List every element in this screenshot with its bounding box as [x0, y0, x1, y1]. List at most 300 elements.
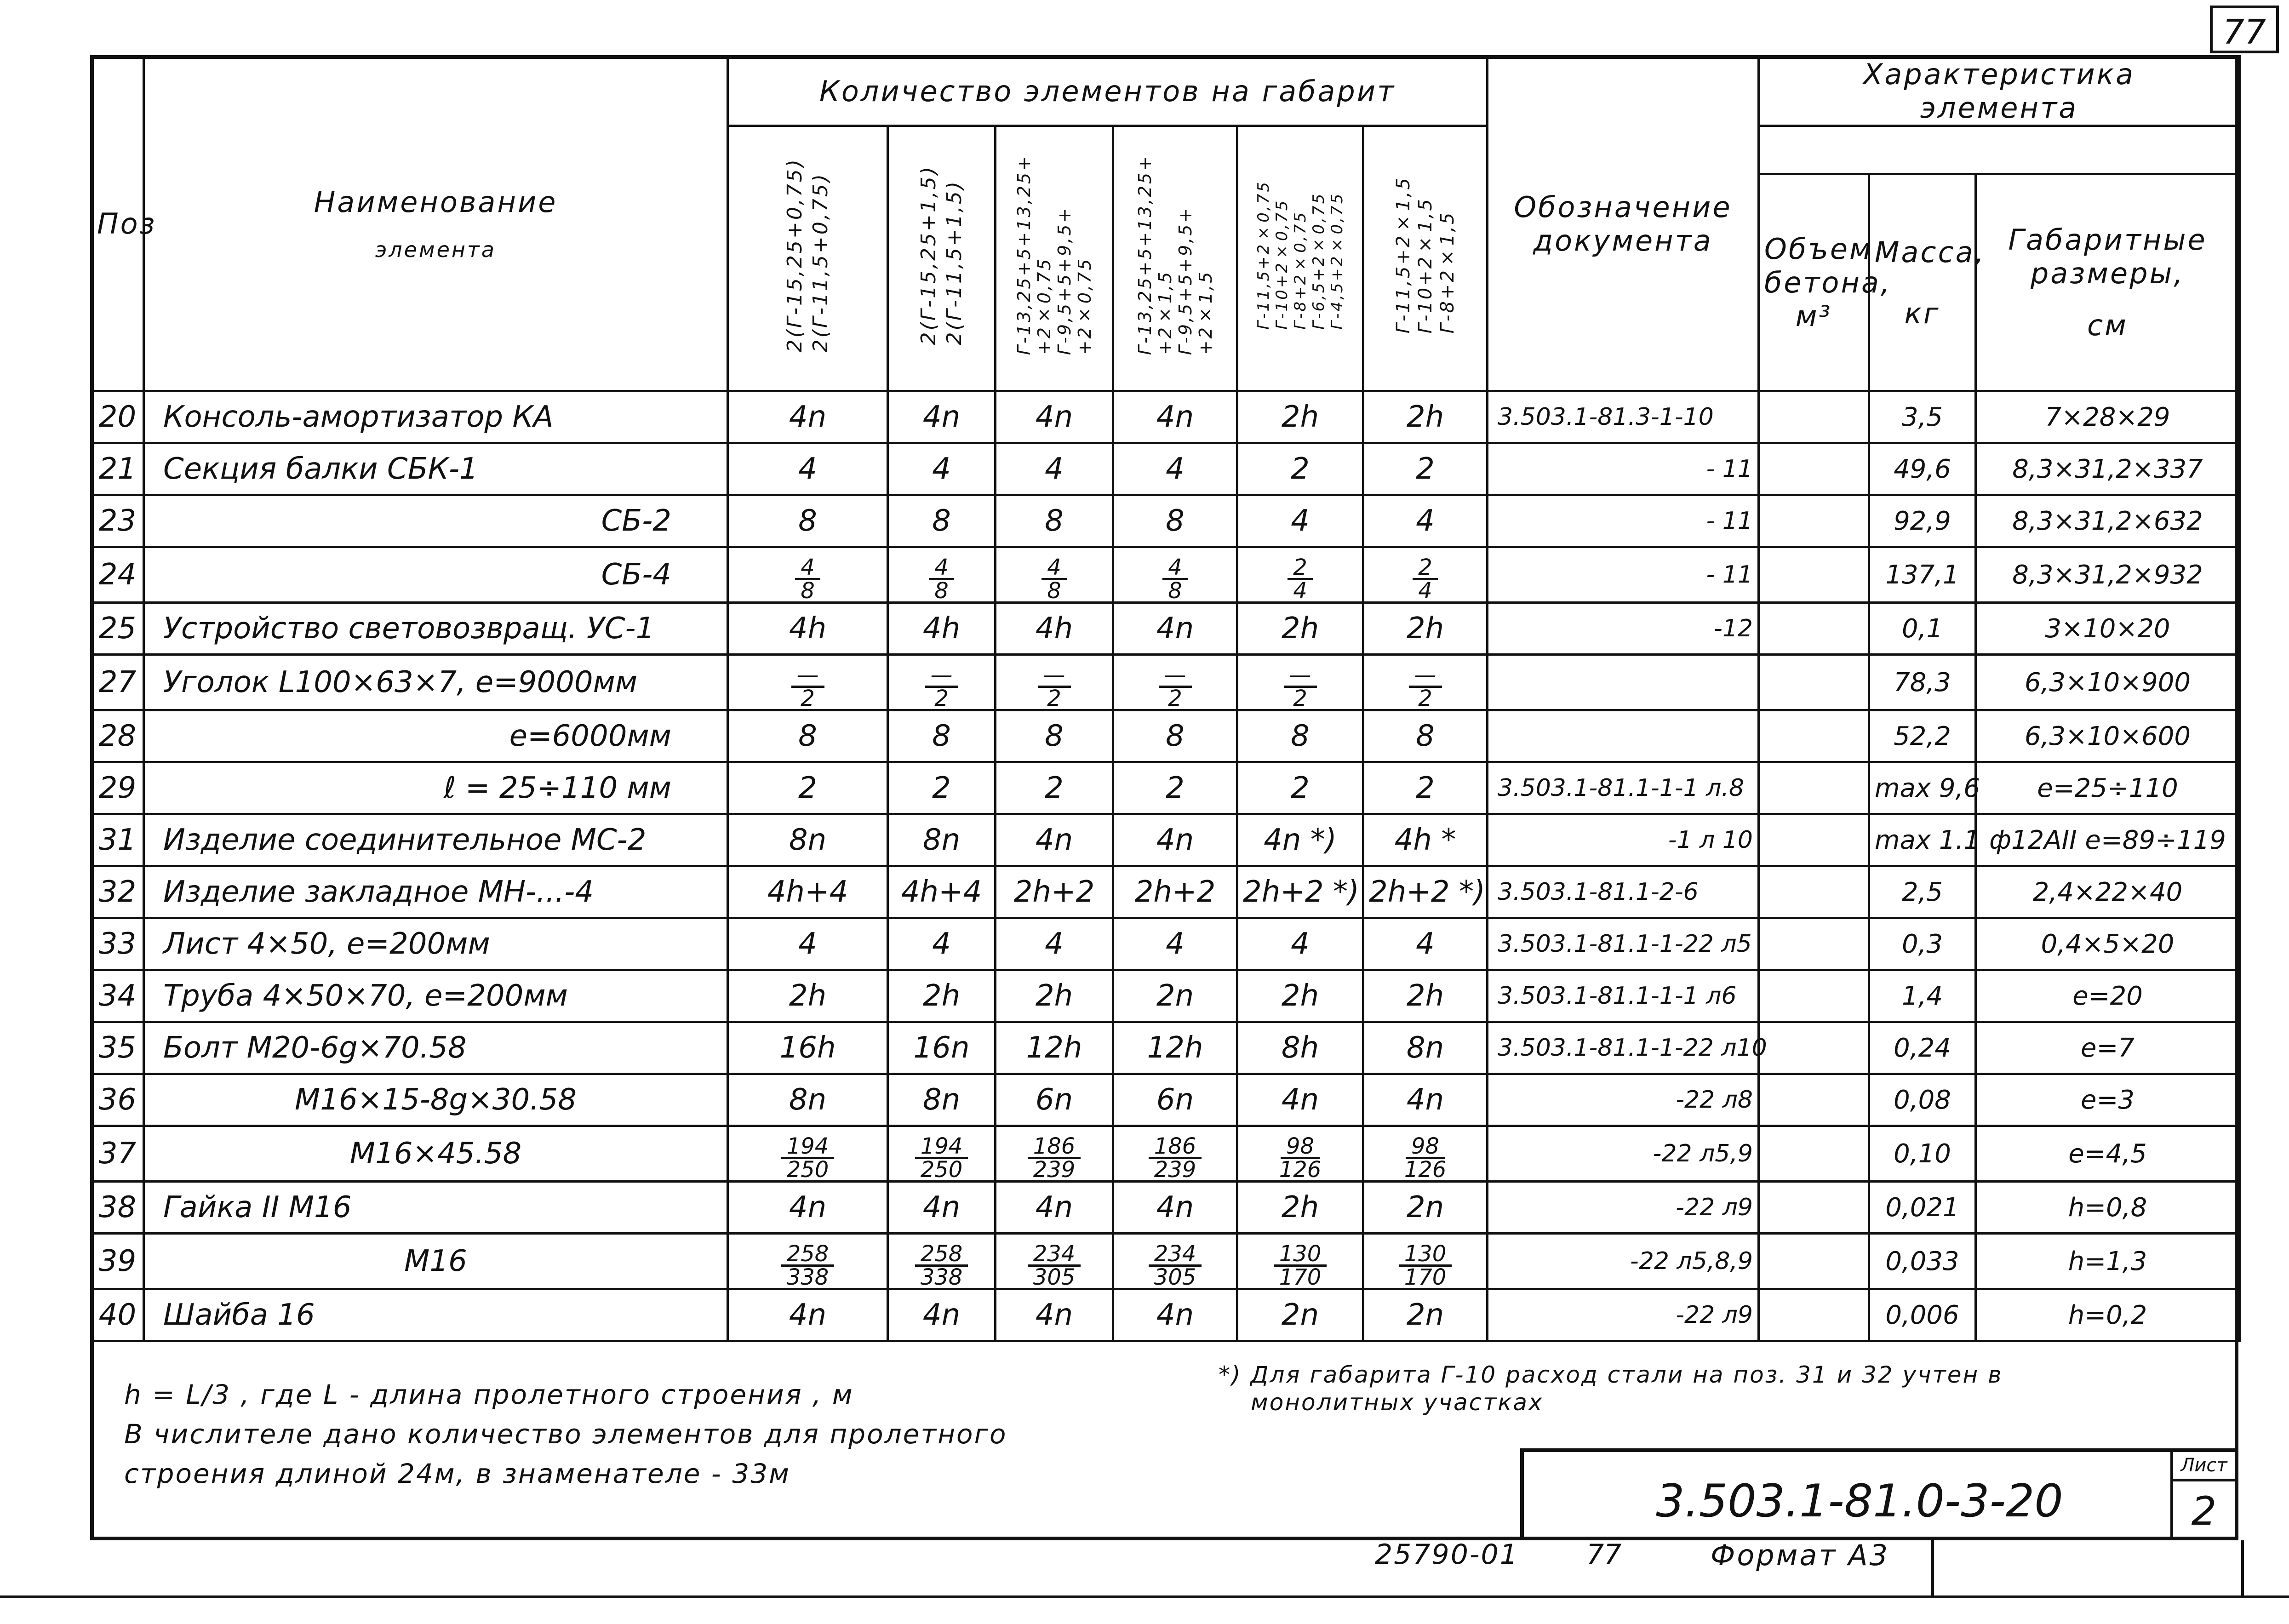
fraction	[1041, 555, 1067, 604]
table-row	[92, 655, 2240, 710]
row-name: Уголок L100×63×7, e=9000мм	[144, 655, 728, 710]
row-qty: 2n	[1237, 1289, 1363, 1341]
row-pos: 40	[92, 1289, 144, 1341]
row-designation: -22 л8	[1488, 1074, 1759, 1126]
row-dims: e=7	[1976, 1022, 2240, 1074]
row-mass: 137,1	[1869, 547, 1976, 603]
row-qty-fraction	[888, 1126, 996, 1182]
fraction-numerator: 186	[1149, 1136, 1202, 1159]
fraction-denominator: 250	[786, 1157, 829, 1183]
row-qty: 4n	[996, 391, 1113, 443]
table-row	[92, 710, 2240, 762]
row-qty: 4n	[1113, 603, 1237, 655]
fraction-denominator: 2	[1293, 686, 1307, 711]
row-qty: 4h	[888, 603, 996, 655]
row-qty: 4	[1237, 495, 1363, 547]
row-mass: 52,2	[1869, 710, 1976, 762]
header-name-line1: Наименование	[314, 185, 558, 219]
specification-table	[90, 55, 2241, 1342]
row-qty-fraction	[1113, 1234, 1237, 1289]
table-row	[92, 918, 2240, 970]
fraction-numerator: —	[1284, 664, 1317, 688]
row-qty: 2h	[1237, 1182, 1363, 1234]
row-designation: 3.503.1-81.1-1-22 л10	[1488, 1022, 1759, 1074]
row-volume	[1759, 866, 1869, 918]
row-qty: 2h	[1363, 970, 1488, 1022]
row-qty: 2	[888, 762, 996, 814]
row-qty: 2	[1363, 443, 1488, 495]
fraction-denominator: 8	[934, 578, 949, 604]
row-pos: 21	[92, 443, 144, 495]
row-qty: 2h	[1237, 603, 1363, 655]
fraction-denominator: 8	[1047, 578, 1061, 604]
fraction-numerator: —	[925, 664, 958, 688]
row-mass: 78,3	[1869, 655, 1976, 710]
fraction-denominator: 338	[786, 1264, 829, 1290]
fraction	[1288, 555, 1313, 604]
row-qty: 2n	[1363, 1182, 1488, 1234]
row-designation: 3.503.1-81.1-2-6	[1488, 866, 1759, 918]
row-volume	[1759, 1234, 1869, 1289]
fraction	[1028, 1133, 1081, 1183]
row-qty: 16n	[888, 1022, 996, 1074]
gabarit-3-text: Г-13,25+5+13,25+ +2×0,75 Г-9,5+5+9,5+ +2×0,75	[1013, 154, 1095, 355]
row-volume	[1759, 918, 1869, 970]
row-volume	[1759, 655, 1869, 710]
fraction-numerator: 4	[795, 557, 820, 580]
fraction-numerator: 2	[1288, 557, 1313, 580]
fraction	[1038, 664, 1071, 709]
row-qty: 8n	[1363, 1022, 1488, 1074]
header-volume	[1759, 174, 1892, 391]
header-gabarit-6	[1363, 126, 1488, 391]
row-name: Труба 4×50×70, e=200мм	[144, 970, 728, 1022]
header-dims-line1: Габаритные	[2008, 223, 2207, 257]
gabarit-4-text: Г-13,25+5+13,25+ +2×1,5 Г-9,5+5+9,5+ +2×1,5	[1134, 154, 1216, 355]
row-mass: 92,9	[1869, 495, 1976, 547]
row-qty: 2h	[1237, 391, 1363, 443]
row-qty: 12h	[996, 1022, 1113, 1074]
row-volume	[1759, 814, 1869, 866]
row-qty-fraction	[1363, 1234, 1488, 1289]
notes-line3: строения длиной 24м, в знаменателе - 33м	[124, 1458, 790, 1489]
row-designation: 3.503.1-81.1-1-22 л5	[1488, 918, 1759, 970]
row-qty: 4n	[1113, 1182, 1237, 1234]
fraction-numerator: 186	[1028, 1136, 1081, 1159]
row-volume	[1759, 1289, 1869, 1341]
fraction-numerator: 130	[1274, 1243, 1327, 1267]
fraction	[1274, 1243, 1327, 1288]
row-designation: 3.503.1-81.1-1-1 л6	[1488, 970, 1759, 1022]
row-volume	[1759, 495, 1869, 547]
row-qty: 8n	[888, 1074, 996, 1126]
row-name: Устройство световозвращ. УС-1	[144, 603, 728, 655]
row-designation: 3.503.1-81.1-1-1 л.8	[1488, 762, 1759, 814]
row-qty: 8	[888, 710, 996, 762]
header-gabarit-2	[888, 126, 996, 391]
gabarit-5-text: Г-11,5+2×0,75 Г-10+2×0,75 Г-8+2×0,75 Г-6,5+2×0,75 Г-4,5+2×0,75	[1254, 180, 1346, 330]
table-row	[92, 391, 2240, 443]
row-qty: 2	[1113, 762, 1237, 814]
row-designation: -22 л5,8,9	[1488, 1234, 1759, 1289]
row-qty: 4	[1113, 918, 1237, 970]
fraction	[925, 664, 958, 709]
row-qty: 12h	[1113, 1022, 1237, 1074]
row-volume	[1759, 391, 1869, 443]
row-dims: 8,3×31,2×337	[1976, 443, 2240, 495]
footnote-line2: монолитных участках	[1251, 1389, 1544, 1416]
fraction-numerator: 194	[915, 1136, 968, 1159]
row-pos: 23	[92, 495, 144, 547]
row-name: Болт М20-6g×70.58	[144, 1022, 728, 1074]
row-qty: 4n	[1237, 1074, 1363, 1126]
fraction	[1399, 1243, 1452, 1288]
fraction	[1159, 664, 1192, 709]
row-qty-fraction	[728, 655, 888, 710]
row-name: М16	[144, 1234, 728, 1289]
header-pos: Поз	[92, 57, 144, 391]
fraction-denominator: 126	[1279, 1157, 1322, 1183]
row-qty: 4n	[1113, 391, 1237, 443]
row-qty: 6n	[996, 1074, 1113, 1126]
row-qty: 4	[728, 918, 888, 970]
row-pos: 32	[92, 866, 144, 918]
row-volume	[1759, 970, 1869, 1022]
row-qty: 2	[1363, 762, 1488, 814]
row-dims: e=4,5	[1976, 1126, 2240, 1182]
fraction-denominator: 4	[1293, 578, 1307, 604]
row-qty-fraction	[1363, 547, 1488, 603]
fraction-denominator: 170	[1279, 1264, 1322, 1290]
row-qty: 2h+2 *)	[1363, 866, 1488, 918]
row-qty: 6n	[1113, 1074, 1237, 1126]
header-qty-group: Количество элементов на габарит	[728, 57, 1488, 126]
row-dims: 3×10×20	[1976, 603, 2240, 655]
row-qty: 4n	[996, 1289, 1113, 1341]
row-qty: 4	[728, 443, 888, 495]
row-dims: 6,3×10×900	[1976, 655, 2240, 710]
row-mass: 0,08	[1869, 1074, 1976, 1126]
fraction-numerator: —	[1038, 664, 1071, 688]
row-mass: 0,10	[1869, 1126, 1976, 1182]
row-pos: 38	[92, 1182, 144, 1234]
fraction-denominator: 250	[920, 1157, 963, 1183]
row-mass: 0,3	[1869, 918, 1976, 970]
row-pos: 36	[92, 1074, 144, 1126]
row-name: М16×45.58	[144, 1126, 728, 1182]
row-designation: -22 л5,9	[1488, 1126, 1759, 1182]
row-designation	[1488, 655, 1759, 710]
row-name: Изделие закладное МН-...-4	[144, 866, 728, 918]
row-qty: 4	[888, 443, 996, 495]
header-volume-line1: Объем	[1764, 232, 1873, 266]
row-qty: 2h+2	[996, 866, 1113, 918]
row-pos: 29	[92, 762, 144, 814]
row-volume	[1759, 1126, 1869, 1182]
row-qty: 4n *)	[1237, 814, 1363, 866]
row-qty-fraction	[1237, 1234, 1363, 1289]
row-qty-fraction	[888, 655, 996, 710]
fraction	[915, 1133, 968, 1183]
row-qty: 8	[728, 710, 888, 762]
fraction-denominator: 338	[920, 1264, 963, 1290]
row-pos: 37	[92, 1126, 144, 1182]
row-qty: 8	[1113, 710, 1237, 762]
bottom-rule	[0, 1595, 2289, 1598]
fraction-numerator: 234	[1149, 1243, 1202, 1267]
row-qty-fraction	[1113, 1126, 1237, 1182]
row-qty: 4h+4	[728, 866, 888, 918]
row-qty: 4	[996, 918, 1113, 970]
table-row	[92, 443, 2240, 495]
fraction-denominator: 2	[1418, 686, 1432, 711]
row-qty: 2n	[1113, 970, 1237, 1022]
row-qty: 4n	[1113, 814, 1237, 866]
fraction	[791, 664, 824, 709]
row-volume	[1759, 710, 1869, 762]
fraction	[915, 1243, 968, 1288]
fraction-denominator: 170	[1404, 1264, 1447, 1290]
row-qty-fraction	[1237, 1126, 1363, 1182]
row-pos: 39	[92, 1234, 144, 1289]
row-pos: 25	[92, 603, 144, 655]
row-mass: 0,021	[1869, 1182, 1976, 1234]
row-dims: ф12АII e=89÷119	[1976, 814, 2240, 866]
row-qty: 2n	[1363, 1289, 1488, 1341]
row-pos: 27	[92, 655, 144, 710]
header-name-line2: элемента	[375, 237, 496, 262]
fraction	[1284, 664, 1317, 709]
table-row	[92, 547, 2240, 603]
row-mass: 2,5	[1869, 866, 1976, 918]
header-volume-unit: м³	[1795, 299, 1832, 333]
row-qty: 4h	[728, 603, 888, 655]
row-qty: 8	[1113, 495, 1237, 547]
header-dims-line2: размеры,	[2030, 257, 2185, 290]
row-qty: 2	[1237, 443, 1363, 495]
fraction-numerator: 258	[781, 1243, 835, 1267]
row-qty: 2	[728, 762, 888, 814]
fraction	[1413, 555, 1438, 604]
fraction	[1404, 1133, 1447, 1183]
fraction-numerator: 2	[1413, 557, 1438, 580]
row-qty-fraction	[1237, 547, 1363, 603]
row-dims: 0,4×5×20	[1976, 918, 2240, 970]
fraction-numerator: 4	[1041, 557, 1067, 580]
row-qty: 4n	[888, 1289, 996, 1341]
fraction-denominator: 126	[1404, 1157, 1447, 1183]
header-mass-line1: Масса,	[1875, 235, 1986, 269]
table-row	[92, 1289, 2240, 1341]
row-dims: e=20	[1976, 970, 2240, 1022]
row-dims: h=0,2	[1976, 1289, 2240, 1341]
fraction	[1162, 555, 1188, 604]
sheet-number-box	[2170, 1452, 2235, 1537]
fraction-denominator: 305	[1154, 1264, 1196, 1290]
row-qty: 4n	[1113, 1289, 1237, 1341]
fraction-denominator: 305	[1033, 1264, 1076, 1290]
header-dims	[1976, 174, 2240, 391]
row-qty-fraction	[728, 1126, 888, 1182]
fraction-numerator: 4	[929, 557, 954, 580]
row-qty: 4	[1363, 918, 1488, 970]
row-pos: 24	[92, 547, 144, 603]
row-name: СБ-2	[144, 495, 728, 547]
row-volume	[1759, 1022, 1869, 1074]
row-qty: 4	[1237, 918, 1363, 970]
row-qty: 2h+2 *)	[1237, 866, 1363, 918]
fraction-denominator: 2	[801, 686, 815, 711]
row-name: Секция балки СБК-1	[144, 443, 728, 495]
fraction-denominator: 2	[934, 686, 949, 711]
row-qty: 2h	[1237, 970, 1363, 1022]
fraction	[781, 1243, 835, 1288]
row-qty-fraction	[1113, 655, 1237, 710]
row-qty: 16h	[728, 1022, 888, 1074]
header-volume-line2: бетона,	[1764, 266, 1892, 299]
inventory-number: 25790-01	[1375, 1538, 1519, 1571]
header-gabarit-4	[1113, 126, 1237, 391]
paper-format: Формат А3	[1711, 1538, 1890, 1572]
gabarit-6-text: Г-11,5+2×1,5 Г-10+2×1,5 Г-8+2×1,5	[1392, 176, 1458, 334]
row-qty: 4h	[996, 603, 1113, 655]
row-qty: 8	[888, 495, 996, 547]
row-mass: 0,24	[1869, 1022, 1976, 1074]
row-qty: 4n	[728, 1289, 888, 1341]
fraction-denominator: 4	[1418, 578, 1432, 604]
row-volume	[1759, 1182, 1869, 1234]
header-designation	[1488, 57, 1759, 391]
header-designation-line2: документа	[1533, 223, 1713, 257]
row-name: Консоль-амортизатор КА	[144, 391, 728, 443]
header-designation-line1: Обозначение	[1514, 190, 1732, 224]
row-name: Лист 4×50, e=200мм	[144, 918, 728, 970]
row-mass: max 9,6	[1869, 762, 1976, 814]
fraction-denominator: 239	[1154, 1157, 1196, 1183]
header-mass-unit: кг	[1904, 296, 1940, 330]
fraction-denominator: 2	[1047, 686, 1061, 711]
table-row	[92, 814, 2240, 866]
row-qty: 2h	[728, 970, 888, 1022]
sheet-corner-number: 77	[2210, 6, 2279, 53]
row-pos: 35	[92, 1022, 144, 1074]
row-qty: 4n	[728, 391, 888, 443]
row-qty-fraction	[888, 1234, 996, 1289]
sheet-label: Лист	[2173, 1452, 2235, 1481]
fraction-numerator: 4	[1162, 557, 1188, 580]
fraction	[795, 555, 820, 604]
row-qty: 4	[1363, 495, 1488, 547]
row-mass: 0,006	[1869, 1289, 1976, 1341]
row-qty-fraction	[1363, 1126, 1488, 1182]
row-designation: - 11	[1488, 547, 1759, 603]
row-dims: 7×28×29	[1976, 391, 2240, 443]
fraction-numerator: —	[1409, 664, 1442, 688]
row-qty: 2h	[1363, 391, 1488, 443]
row-designation: - 11	[1488, 495, 1759, 547]
row-mass: max 1.1	[1869, 814, 1976, 866]
row-name: СБ-4	[144, 547, 728, 603]
row-dims: 8,3×31,2×632	[1976, 495, 2240, 547]
row-qty: 4n	[728, 1182, 888, 1234]
row-qty: 4	[1113, 443, 1237, 495]
row-name: e=6000мм	[144, 710, 728, 762]
row-dims: e=3	[1976, 1074, 2240, 1126]
row-mass: 0,033	[1869, 1234, 1976, 1289]
table-row	[92, 1182, 2240, 1234]
fraction-numerator: 98	[1281, 1136, 1320, 1159]
row-volume	[1759, 1074, 1869, 1126]
header-dims-unit: см	[2087, 309, 2128, 342]
row-pos: 33	[92, 918, 144, 970]
notes	[124, 1375, 1007, 1493]
row-qty: 4n	[1363, 1074, 1488, 1126]
header-char-group	[1759, 57, 2240, 126]
footnote	[1219, 1361, 2003, 1416]
header-gabarit-1	[728, 126, 888, 391]
table-row	[92, 970, 2240, 1022]
row-qty: 8	[1363, 710, 1488, 762]
header-name	[144, 57, 728, 391]
row-qty: 4n	[996, 814, 1113, 866]
table-row	[92, 1074, 2240, 1126]
fraction	[1149, 1243, 1202, 1288]
row-qty: 4n	[888, 1182, 996, 1234]
row-volume	[1759, 547, 1869, 603]
header-char-spacer	[1759, 126, 2240, 174]
row-qty-fraction	[996, 1126, 1113, 1182]
row-qty: 8	[728, 495, 888, 547]
row-mass: 0,1	[1869, 603, 1976, 655]
fraction-numerator: 98	[1406, 1136, 1445, 1159]
table-header	[92, 57, 2240, 391]
row-name: Изделие соединительное МС-2	[144, 814, 728, 866]
title-block	[1520, 1448, 2238, 1540]
row-qty: 4	[888, 918, 996, 970]
row-pos: 28	[92, 710, 144, 762]
fraction	[1279, 1133, 1322, 1183]
row-volume	[1759, 603, 1869, 655]
row-qty: 8	[1237, 710, 1363, 762]
row-qty: 8	[996, 495, 1113, 547]
header-gabarit-5	[1237, 126, 1363, 391]
row-qty: 2	[996, 762, 1113, 814]
fraction-numerator: 130	[1399, 1243, 1452, 1267]
row-pos: 20	[92, 391, 144, 443]
row-qty: 8n	[728, 1074, 888, 1126]
fraction	[1409, 664, 1442, 709]
row-designation	[1488, 710, 1759, 762]
table-row	[92, 1022, 2240, 1074]
row-dims: e=25÷110	[1976, 762, 2240, 814]
row-name: Шайба 16	[144, 1289, 728, 1341]
gabarit-1-text: 2(Г-15,25+0,75) 2(Г-11,5+0,75)	[783, 157, 832, 353]
bottom-box	[1931, 1540, 2244, 1595]
fraction-numerator: —	[1159, 664, 1192, 688]
sheet-number: 2	[2191, 1488, 2217, 1534]
fraction-numerator: 194	[781, 1136, 835, 1159]
fraction	[929, 555, 954, 604]
fraction	[1028, 1243, 1081, 1288]
row-qty-fraction	[1237, 655, 1363, 710]
fraction-denominator: 8	[1168, 578, 1182, 604]
table-row	[92, 603, 2240, 655]
row-qty-fraction	[728, 1234, 888, 1289]
row-qty: 8	[996, 710, 1113, 762]
row-qty: 2h	[888, 970, 996, 1022]
row-qty: 8n	[728, 814, 888, 866]
row-qty: 2h	[1363, 603, 1488, 655]
